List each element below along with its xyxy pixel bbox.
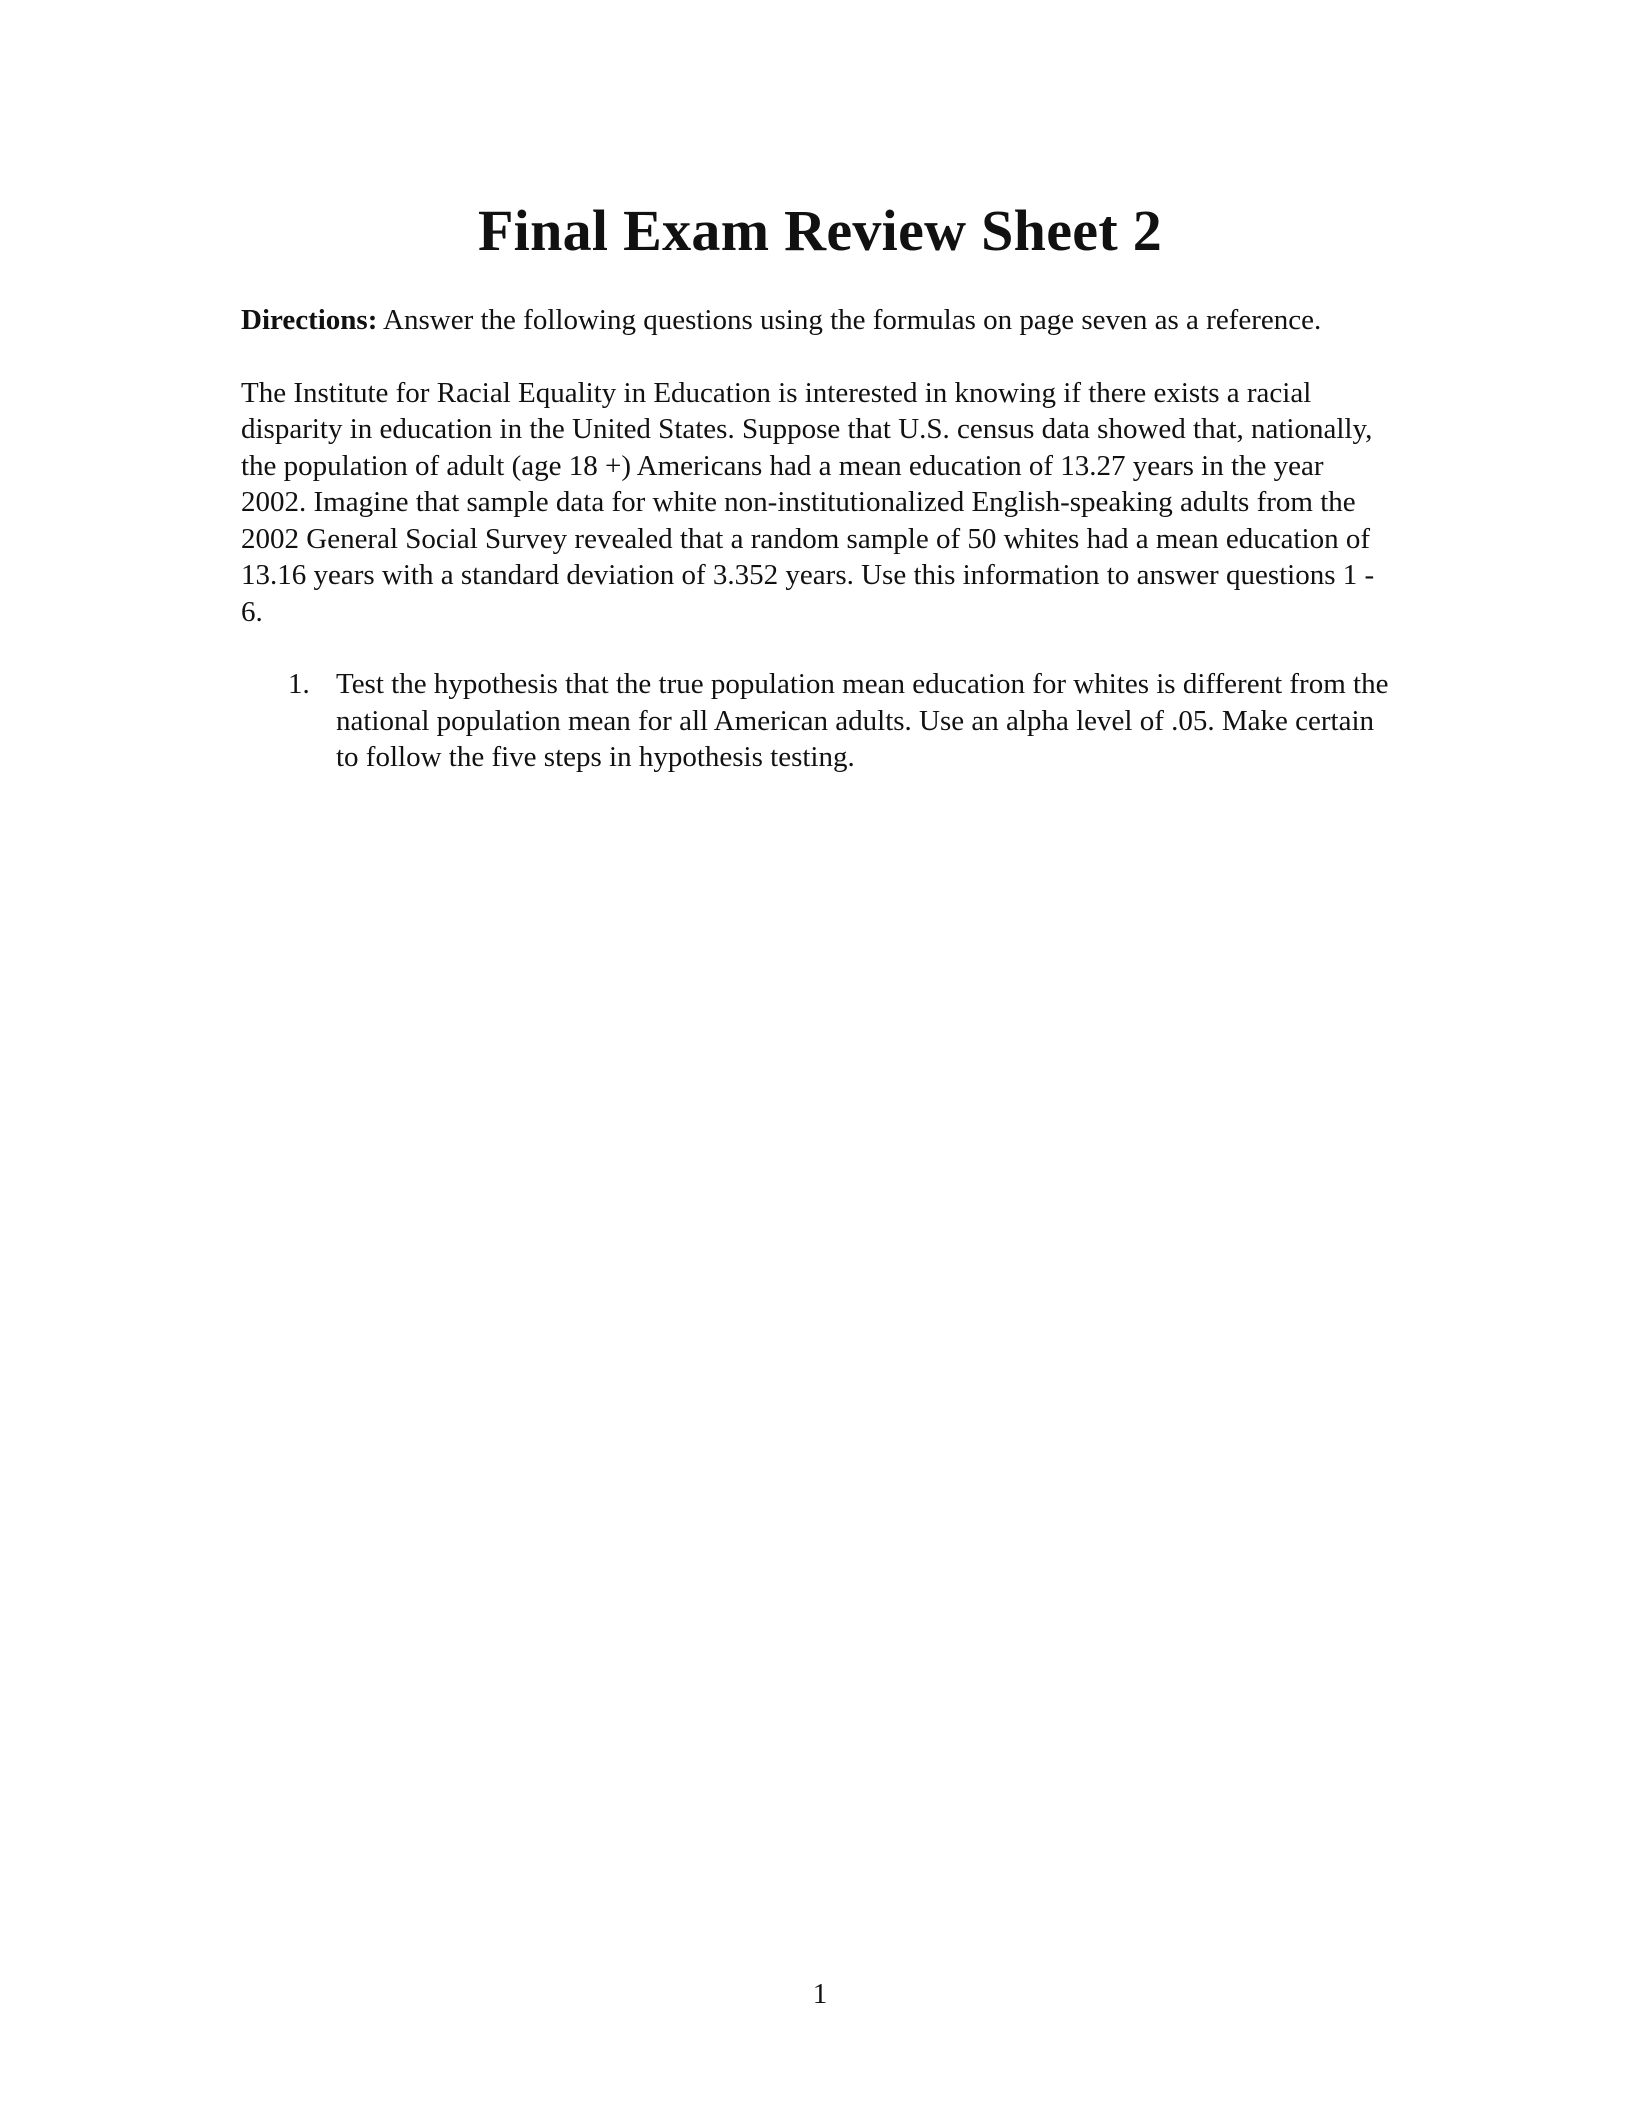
- question-list: [241, 666, 1391, 776]
- question-text: Test the hypothesis that the true population mean education for whites is different from the national population mean for all American adults. Use an alpha level of .05. Make certain to follow the five steps in hypothesis testing.: [336, 668, 1389, 773]
- directions-text: Answer the following questions using the formulas on page seven as a reference.: [377, 304, 1322, 336]
- directions-paragraph: [241, 302, 1391, 339]
- question-item: [241, 666, 1391, 776]
- question-number: 1.: [288, 668, 310, 700]
- document-body: [241, 302, 1391, 776]
- scenario-passage: The Institute for Racial Equality in Education is interested in knowing if there exists a racial disparity in education in the United States. Suppose that U.S. census data showed that, nationally, the population of adult (age 18 +) Americans had a mean education of 13.27 years in the year 2002. Imagine that sample data for white non-institutionalized English-speaking adults from the 2002 General Social Survey revealed that a random sample of 50 whites had a mean education of 13.16 years with a standard deviation of 3.352 years. Use this information to answer questions 1 - 6.: [241, 376, 1375, 628]
- page-title: Final Exam Review Sheet 2: [477, 198, 1163, 263]
- page-number: 1: [812, 1978, 828, 2010]
- directions-label: Directions:: [241, 304, 378, 336]
